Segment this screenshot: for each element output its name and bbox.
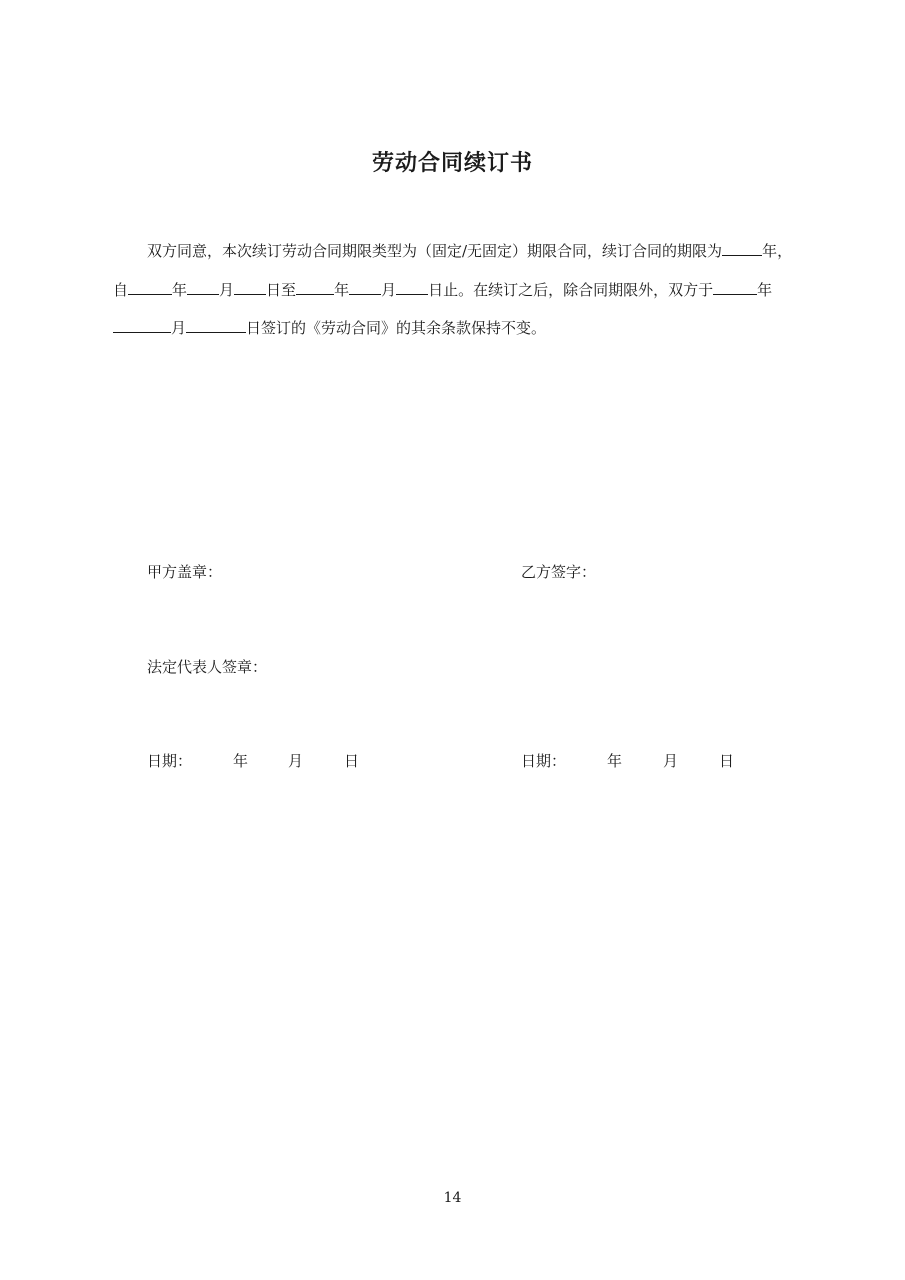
blank-start-day[interactable] — [234, 279, 266, 295]
body-text: 月 — [219, 281, 235, 299]
blank-end-day[interactable] — [396, 279, 428, 295]
party-b-date-label: 日期： — [521, 752, 567, 770]
body-text: 日止。在续订之后，除合同期限外，双方于 — [428, 281, 714, 299]
party-b-sign-label: 乙方签字： — [521, 563, 597, 581]
party-a-date-label: 日期： — [147, 752, 193, 770]
party-a-date-day: 日 — [344, 752, 360, 770]
party-b-date-day: 日 — [719, 752, 735, 770]
body-text: 双方同意，本次续订劳动合同期限类型为（固定/无固定）期限合同，续订合同的期限为 — [147, 242, 723, 260]
body-text: 年， — [762, 242, 793, 260]
body-text: 年 — [757, 281, 773, 299]
blank-original-year[interactable] — [713, 279, 757, 295]
body-line-2 — [113, 279, 772, 300]
blank-original-day[interactable] — [186, 317, 246, 333]
party-b-date-month: 月 — [663, 752, 679, 770]
document-title: 劳动合同续订书 — [371, 151, 533, 176]
blank-start-month[interactable] — [187, 279, 219, 295]
blank-end-year[interactable] — [296, 279, 334, 295]
body-text: 日签订的《劳动合同》的其余条款保持不变。 — [246, 319, 547, 337]
body-text: 月 — [381, 281, 397, 299]
body-text: 年 — [334, 281, 350, 299]
party-a-date-year: 年 — [233, 752, 249, 770]
body-text: 日至 — [266, 281, 297, 299]
blank-original-month-prefix[interactable] — [113, 317, 171, 333]
body-line-1 — [147, 240, 792, 261]
legal-rep-seal-label: 法定代表人签章： — [147, 658, 268, 676]
body-text: 年 — [172, 281, 188, 299]
body-text: 月 — [171, 319, 187, 337]
blank-start-year[interactable] — [128, 279, 172, 295]
party-a-seal-label: 甲方盖章： — [147, 563, 223, 581]
blank-term-years[interactable] — [722, 240, 762, 256]
page-number: 14 — [443, 1190, 462, 1206]
party-a-date-month: 月 — [288, 752, 304, 770]
body-line-3 — [113, 317, 546, 338]
blank-end-month[interactable] — [349, 279, 381, 295]
body-text: 自 — [113, 281, 129, 299]
party-b-date-year: 年 — [607, 752, 623, 770]
